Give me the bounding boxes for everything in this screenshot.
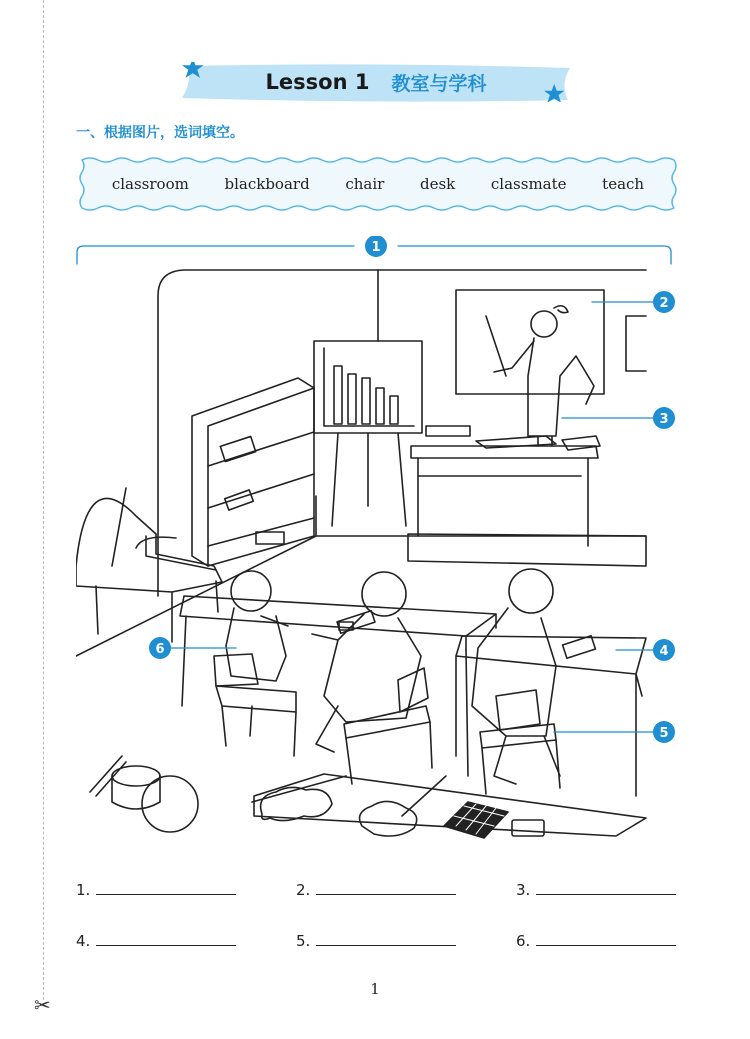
word-bank — [76, 156, 680, 211]
callout-number: 5 — [659, 726, 669, 741]
word-bank-item: teach — [602, 174, 645, 193]
answer-blank[interactable] — [76, 931, 236, 950]
answer-number: 5. — [296, 932, 311, 950]
callout-number: 6 — [155, 642, 165, 657]
bookshelf — [192, 378, 314, 566]
section-heading: 一、根据图片，选词填空。 — [76, 125, 244, 141]
callout-number: 2 — [659, 296, 669, 311]
lesson-title: 教室与学科 — [391, 72, 487, 95]
chair — [480, 690, 560, 794]
answer-blank[interactable] — [516, 931, 676, 950]
blackboard — [456, 290, 604, 394]
answer-number: 2. — [296, 881, 311, 899]
pencil-case — [512, 820, 544, 836]
drum — [90, 756, 198, 832]
callout-number: 3 — [659, 412, 669, 427]
chessboard — [444, 802, 508, 838]
answer-blank[interactable] — [516, 880, 676, 899]
classmate-girl — [226, 571, 288, 681]
scissors-icon: ✂ — [34, 993, 51, 1017]
classmate-boy — [312, 572, 421, 752]
teacher-desk — [408, 426, 646, 566]
page-number: 1 — [370, 980, 380, 998]
callout-number: 4 — [659, 644, 669, 659]
answer-blank[interactable] — [296, 931, 456, 950]
answer-blank[interactable] — [296, 880, 456, 899]
answer-blank[interactable] — [76, 880, 236, 899]
word-bank-item: classroom — [111, 174, 189, 193]
callout-number: 1 — [371, 240, 381, 255]
word-bank-item: desk — [419, 174, 456, 193]
word-bank-item: chair — [345, 174, 385, 193]
chair — [344, 668, 432, 784]
classmate-boy — [472, 569, 560, 784]
answer-lines — [76, 880, 676, 982]
answer-number: 1. — [76, 881, 91, 899]
page-title — [178, 62, 574, 102]
lesson-label: Lesson 1 — [265, 70, 370, 94]
classroom-illustration — [76, 236, 676, 846]
word-bank-item: blackboard — [224, 174, 310, 193]
answer-number: 3. — [516, 881, 531, 899]
teacher — [486, 306, 594, 446]
easel-chart — [314, 341, 422, 526]
answer-number: 4. — [76, 932, 91, 950]
cut-line — [43, 0, 44, 1000]
word-bank-item: classmate — [490, 174, 567, 193]
answer-number: 6. — [516, 932, 531, 950]
chair — [214, 654, 296, 756]
